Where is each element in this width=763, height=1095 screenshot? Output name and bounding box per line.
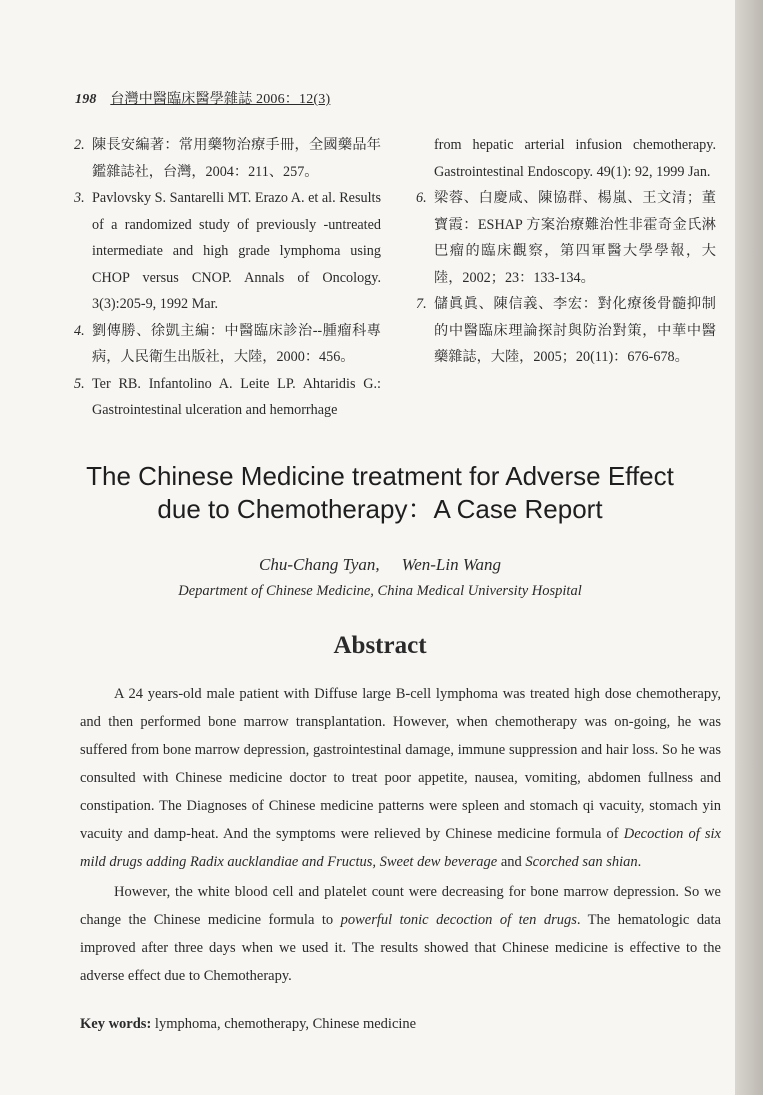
page-number: 198 (75, 92, 97, 107)
page-edge (735, 0, 763, 1095)
reference-item: 7. 儲眞眞、陳信義、李宏：對化療後骨髓抑制的中醫臨床理論探討與防治對策，中華中醫藥雜誌，大陸，2005；20(11)：676-678。 (416, 296, 716, 365)
abstract-paragraph: A 24 years-old male patient with Diffuse large B-cell lymphoma was treated high dose chemotherapy, and then performed bone marrow transplantation. However, when chemotherapy was on-going, he was suffered from bone marrow depression, gastrointestinal damage, immune suppression and hair loss. So he was consulted with Chinese medicine doctor to treat poor appetite, nausea, vomiting, abdomen fullness and constipation. The Diagnoses of Chinese medicine patterns were spleen and stomach qi vacuity, stomach yin vacuity and damp-heat. And the symptoms were relieved by Chinese medicine formula of Decoction of six mild drugs adding Radix aucklandiae and Fructus, Sweet dew beverage and Scorched san shian. (80, 686, 721, 870)
paper-title (60, 460, 700, 526)
keywords-label: Key words: (80, 1016, 152, 1032)
author-name: Chu-Chang Tyan, (259, 555, 380, 574)
abstract-body (80, 680, 721, 990)
reference-continuation: from hepatic arterial infusion chemotherapy. Gastrointestinal Endoscopy. 49(1): 92, 1999 Jan. (434, 137, 716, 180)
journal-citation: 台灣中醫臨床醫學雜誌 2006：12(3) (110, 92, 331, 107)
author-name: Wen-Lin Wang (401, 555, 501, 574)
reference-item: 4. 劉傳勝、徐凱主編：中醫臨床診治--腫瘤科專病，人民衛生出版社，大陸，2000：456。 (74, 322, 381, 365)
keywords-text: lymphoma, chemotherapy, Chinese medicine (151, 1016, 417, 1032)
title-line: The Chinese Medicine treatment for Adverse Effect (86, 461, 674, 491)
reference-item: 3. Pavlovsky S. Santarelli MT. Erazo A. et al. Results of a randomized study of previously -untreated intermediate and high grade lymphoma using CHOP versus CNOP. Annals of Oncology. 3(3):205-9, 1992 Mar. (74, 190, 381, 312)
abstract-paragraph: However, the white blood cell and platelet count were decreasing for bone marrow depression. So we change the Chinese medicine formula to powerful tonic decoction of ten drugs. The hematologic data improved after three days when we used it. The results showed that Chinese medicine is effective to the adverse effect due to Chemotherapy. (80, 884, 721, 984)
abstract-heading: Abstract (333, 632, 427, 659)
title-line: due to Chemotherapy：A Case Report (157, 494, 603, 524)
keywords (80, 1016, 721, 1033)
affiliation: Department of Chinese Medicine, China Medical University Hospital (178, 583, 582, 599)
running-head (75, 88, 330, 108)
authors (60, 555, 700, 575)
references-right-column (416, 132, 716, 371)
reference-item: 2. 陳長安編著：常用藥物治療手冊，全國藥品年鑑雜誌社，台灣，2004：211、257。 (74, 137, 381, 180)
reference-item: 5. Ter RB. Infantolino A. Leite LP. Ahtaridis G.: Gastrointestinal ulceration and hemorrhage (74, 375, 381, 418)
references-left-column (74, 132, 381, 424)
reference-item: 6. 梁蓉、白慶咸、陳協群、楊嵐、王文清；董寶霞：ESHAP 方案治療難治性非霍奇金氏淋巴瘤的臨床觀察，第四軍醫大學學報，大陸，2002；23：133-134。 (416, 190, 716, 286)
